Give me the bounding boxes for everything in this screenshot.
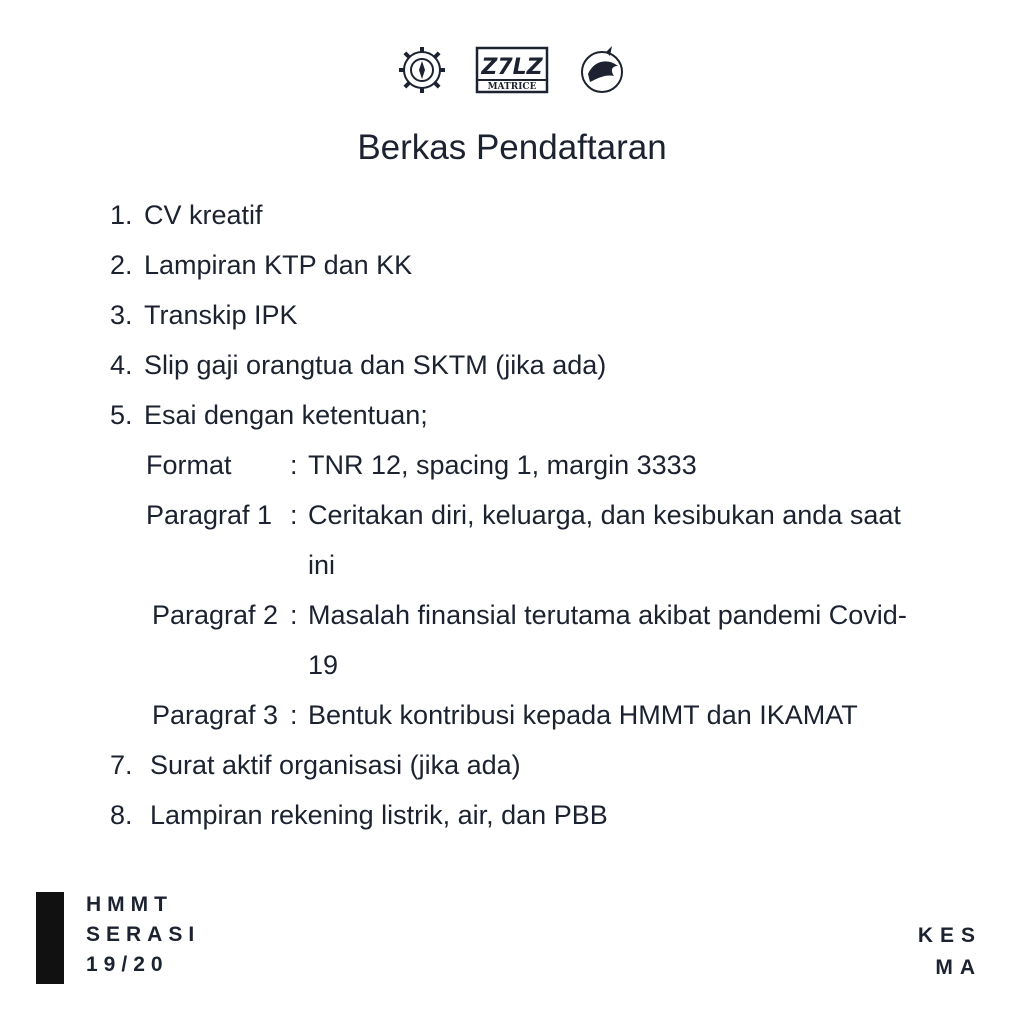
item-text: Lampiran rekening listrik, air, dan PBB: [150, 800, 608, 830]
rule-value: Masalah finansial terutama akibat pandemi Covid-19: [308, 600, 907, 680]
rule-key: Paragraf 1: [146, 500, 273, 530]
rule-key: Paragraf 3: [152, 700, 279, 730]
item-number: 4.: [110, 350, 133, 380]
list-item: [110, 290, 970, 340]
item-text: CV kreatif: [144, 200, 263, 230]
list-item: [110, 190, 970, 240]
item-text: Transkip IPK: [144, 300, 298, 330]
rule-value: Ceritakan diri, keluarga, dan kesibukan anda saat ini: [308, 500, 901, 580]
essay-rule-paragraf-3: [110, 690, 970, 740]
page-title: Berkas Pendaftaran: [357, 128, 667, 167]
footer-line: KES: [917, 924, 982, 947]
gear-emblem-icon: [384, 44, 460, 96]
footer-bar: [36, 892, 64, 984]
rule-value: Bentuk kontribusi kepada HMMT dan IKAMAT: [308, 700, 858, 730]
rule-key: Format: [146, 450, 232, 480]
rule-separator: :: [290, 450, 298, 480]
rule-separator: :: [290, 500, 298, 530]
essay-rule-format: [110, 440, 970, 490]
logo-row: [0, 44, 1024, 96]
item-number: 5.: [110, 400, 133, 430]
item-text: Slip gaji orangtua dan SKTM (jika ada): [144, 350, 607, 380]
logo-text-top: Z7LZ: [481, 55, 543, 80]
list-item: [110, 390, 970, 440]
footer-line: SERASI: [86, 923, 201, 946]
rule-separator: :: [290, 600, 298, 630]
item-text: Esai dengan ketentuan;: [144, 400, 428, 430]
footer-line: MA: [935, 956, 982, 979]
rule-key: Paragraf 2: [152, 600, 279, 630]
requirements-list: [110, 190, 970, 840]
item-number: 8.: [110, 800, 133, 830]
footer-line: HMMT: [86, 893, 173, 916]
list-item: [110, 340, 970, 390]
rule-value: TNR 12, spacing 1, margin 3333: [308, 450, 697, 480]
essay-rule-paragraf-2: [110, 590, 970, 690]
footer-org: [86, 890, 200, 980]
matrice-logo: [474, 44, 550, 96]
footer-line: 19/20: [86, 953, 169, 976]
footer-dept: [918, 920, 982, 984]
shark-emblem-icon: [564, 44, 640, 96]
logo-text-bottom: MATRICE: [487, 82, 537, 92]
item-number: 1.: [110, 200, 133, 230]
item-number: 7.: [110, 750, 133, 780]
list-item: [110, 740, 970, 790]
item-number: 3.: [110, 300, 133, 330]
list-item: [110, 790, 970, 840]
item-number: 2.: [110, 250, 133, 280]
item-text: Lampiran KTP dan KK: [144, 250, 413, 280]
essay-rule-paragraf-1: [110, 490, 970, 590]
item-text: Surat aktif organisasi (jika ada): [150, 750, 521, 780]
rule-separator: :: [290, 700, 298, 730]
list-item: [110, 240, 970, 290]
